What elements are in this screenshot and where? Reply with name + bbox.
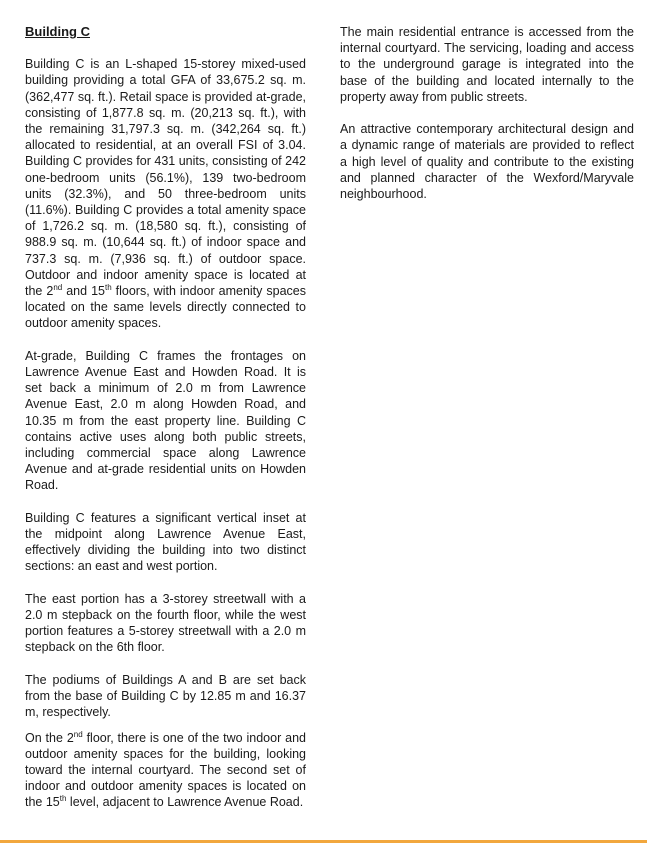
superscript-text-run: th bbox=[104, 282, 112, 292]
paragraph-amenity-floors bbox=[25, 730, 306, 811]
text-run: level, adjacent to Lawrence Avenue Road. bbox=[66, 795, 304, 810]
paragraph-building-overview bbox=[25, 56, 306, 331]
text-run: Building C features a significant vertical inset at the midpoint along Lawrence Avenue East, effectively dividing the building into two distinct sections: an east and west portion. bbox=[25, 510, 306, 574]
left-column bbox=[25, 24, 306, 811]
paragraph-streetwall bbox=[25, 591, 306, 656]
paragraph-architectural-design bbox=[340, 121, 634, 202]
text-run: At-grade, Building C frames the frontages on Lawrence Avenue East and Howden Road. It is set back a minimum of 2.0 m from Lawrence Avenue East, 2.0 m along Howden Road, and 10.35 m from the east property line. Building C contains active uses along both public streets, including commercial space along Lawrence Avenue and at-grade residential units on Howden Road. bbox=[25, 348, 306, 493]
page-bottom-rule bbox=[0, 840, 647, 843]
text-run: The podiums of Buildings A and B are set back from the base of Building C by 12.85 m and 16.37 m, respectively. bbox=[25, 672, 306, 720]
text-run: Building C is an L-shaped 15-storey mixed-used building providing a total GFA of 33,675.2 sq. m. (362,477 sq. ft.). Retail space is provided at-grade, consisting of 1,877.8 sq. m. (20,213 sq. ft.), with the remaining 31,797.3 sq. m. (342,264 sq. ft.) allocated to residential, at an overall FSI of 3.04. Building C provides for 431 units, consisting of 242 one-bedroom units (56.1%), 139 two-bedroom units (32.3%), and 50 three-bedroom units (11.6%). Building C provides a total amenity space of 1,726.2 sq. m. (18,580 sq. ft.), consisting of 988.9 sq. m. (10,644 sq. ft.) of indoor space and 737.3 sq. m. (7,936 sq. ft.) of outdoor space. Outdoor and indoor amenity space is located at the 2 bbox=[25, 57, 306, 299]
text-run: floor, there is one of the two indoor and outdoor amenity spaces for the building, looking toward the internal courtyard. The second set of indoor and outdoor amenity spaces is located on the 15 bbox=[25, 730, 306, 810]
section-heading: Building C bbox=[25, 24, 90, 39]
paragraph-at-grade-frontages bbox=[25, 348, 306, 494]
text-run: The main residential entrance is accessed from the internal courtyard. The servicing, loading and access to the underground garage is integrated into the base of the building and located internally to the property away from public streets. bbox=[340, 25, 634, 104]
superscript-text-run: th bbox=[59, 794, 67, 804]
text-run: On the 2 bbox=[25, 730, 74, 745]
superscript-text-run: nd bbox=[73, 729, 83, 739]
superscript-text-run: nd bbox=[53, 282, 63, 292]
paragraph-residential-entrance bbox=[340, 24, 634, 105]
text-run: floors, with indoor amenity spaces located on the same levels directly connected to outdoor amenity spaces. bbox=[25, 284, 306, 331]
text-run: and 15 bbox=[62, 284, 105, 299]
text-run: The east portion has a 3-storey streetwall with a 2.0 m stepback on the fourth floor, while the west portion features a 5-storey streetwall with a 2.0 m stepback on the 6th floor. bbox=[25, 591, 306, 655]
text-run: An attractive contemporary architectural design and a dynamic range of materials are provided to reflect a high level of quality and contribute to the existing and planned character of the Wexford/Maryvale neighbourhood. bbox=[340, 122, 634, 202]
paragraph-podiums-setback bbox=[25, 672, 306, 721]
paragraph-vertical-inset bbox=[25, 510, 306, 575]
right-column bbox=[340, 24, 634, 202]
